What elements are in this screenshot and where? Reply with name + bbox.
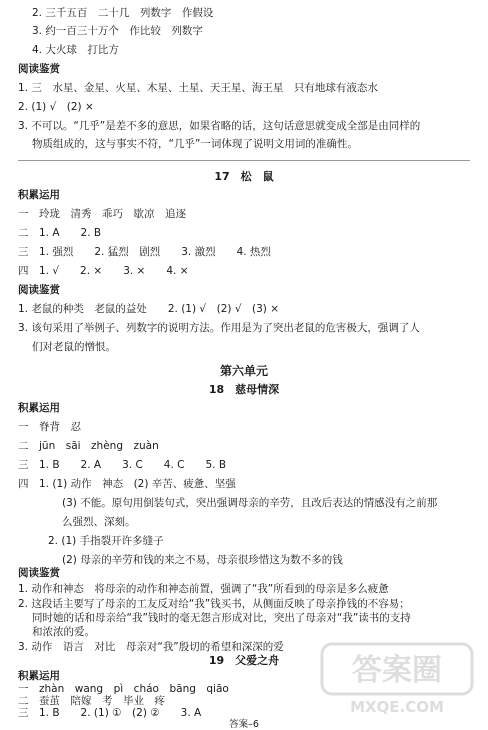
line-8: 一 玲珑 清秀 乖巧 歇凉 追逐 xyxy=(18,208,186,220)
line-22: (2) 母亲的辛劳和钱的来之不易，母亲很珍惜这为数不多的钱 xyxy=(62,554,343,566)
line-3: 4. 大火球 打比方 xyxy=(32,44,119,56)
line-2: 3. 约一百三十万个 作比较 列数字 xyxy=(32,25,203,37)
divider xyxy=(18,160,470,161)
line-30: 三 1. B 2. (1) ① (2) ② 3. A xyxy=(18,707,202,719)
line-24: 2. 这段话主要写了母亲的工友反对给“我”钱买书，从侧面反映了母亲挣钱的不容易； xyxy=(18,598,410,610)
line-21: 2. (1) 手指裂开许多缝子 xyxy=(48,535,164,547)
line-17: 三 1. B 2. A 3. C 4. C 5. B xyxy=(18,459,227,471)
line-25: 同时她的话和母亲给“我”钱时的毫无怨言形成对比，突出了母亲对“我”读书的支持 xyxy=(32,612,411,624)
line-6: 3. 不可以。“几乎”是差不多的意思，如果省略的话，这句话意思就变成全部是由同样的 xyxy=(18,120,421,132)
lesson-title: 18 慈母情深 xyxy=(208,383,280,396)
section-heading: 阅读鉴赏 xyxy=(18,567,60,579)
lesson-title: 17 松 鼠 xyxy=(214,170,274,183)
line-12: 1. 老鼠的种类 老鼠的益处 2. (1) √ (2) √ (3) × xyxy=(18,303,280,315)
line-26: 和浓浓的爱。 xyxy=(32,626,95,638)
line-14: 们对老鼠的憎恨。 xyxy=(32,341,116,353)
line-4: 1. 三 水星、金星、火星、木星、土星、天王星、海王星 只有地球有液态水 xyxy=(18,82,378,94)
line-5: 2. (1) √ (2) × xyxy=(18,101,94,113)
line-1: 2. 三千五百 二十几 列数字 作假设 xyxy=(32,7,214,19)
watermark-logo xyxy=(318,640,478,718)
line-11: 四 1. √ 2. × 3. × 4. × xyxy=(18,265,189,277)
section-heading: 阅读鉴赏 xyxy=(18,63,60,75)
line-23: 1. 动作和神态 将母亲的动作和神态前置，强调了“我”所看到的母亲是多么疲惫 xyxy=(18,583,389,595)
line-9: 二 1. A 2. B xyxy=(18,227,102,239)
page-footer: 答案–6 xyxy=(229,719,259,730)
line-20: 么强烈、深刻。 xyxy=(62,516,136,528)
line-28: 一 zhàn wang pì cháo bāng qiāo xyxy=(18,683,229,695)
lesson-title: 19 父爱之舟 xyxy=(208,654,280,667)
line-29: 二 蚕茧 陪嫁 考 毕业 疼 xyxy=(18,695,165,707)
unit-title: 第六单元 xyxy=(219,364,268,378)
line-18: 四 1. (1) 动作 神态 (2) 辛苦、疲惫、坚强 xyxy=(18,478,236,490)
line-7: 物质组成的，这与事实不符，“几乎”一词体现了说明文用词的准确性。 xyxy=(32,138,358,150)
line-19: (3) 不能。原句用倒装句式，突出强调母亲的辛劳，且改后表达的情感没有之前那 xyxy=(62,497,438,509)
svg-text:MXQE.COM: MXQE.COM xyxy=(350,698,444,716)
line-16: 二 jūn sāi zhèng zuàn xyxy=(18,440,159,452)
line-13: 3. 该句采用了举例子、列数字的说明方法。作用是为了突出老鼠的危害极大，强调了人 xyxy=(18,322,420,334)
line-15: 一 脊背 忍 xyxy=(18,421,81,433)
svg-text:答案圈: 答案圈 xyxy=(352,653,442,688)
section-heading: 积累运用 xyxy=(18,189,60,201)
section-heading: 阅读鉴赏 xyxy=(18,284,60,296)
line-27: 3. 动作 语言 对比 母亲对“我”殷切的希望和深深的爱 xyxy=(18,641,284,653)
section-heading: 积累运用 xyxy=(18,402,60,414)
line-10: 三 1. 强烈 2. 猛烈 剧烈 3. 激烈 4. 热烈 xyxy=(18,246,271,258)
section-heading: 积累运用 xyxy=(18,670,60,682)
